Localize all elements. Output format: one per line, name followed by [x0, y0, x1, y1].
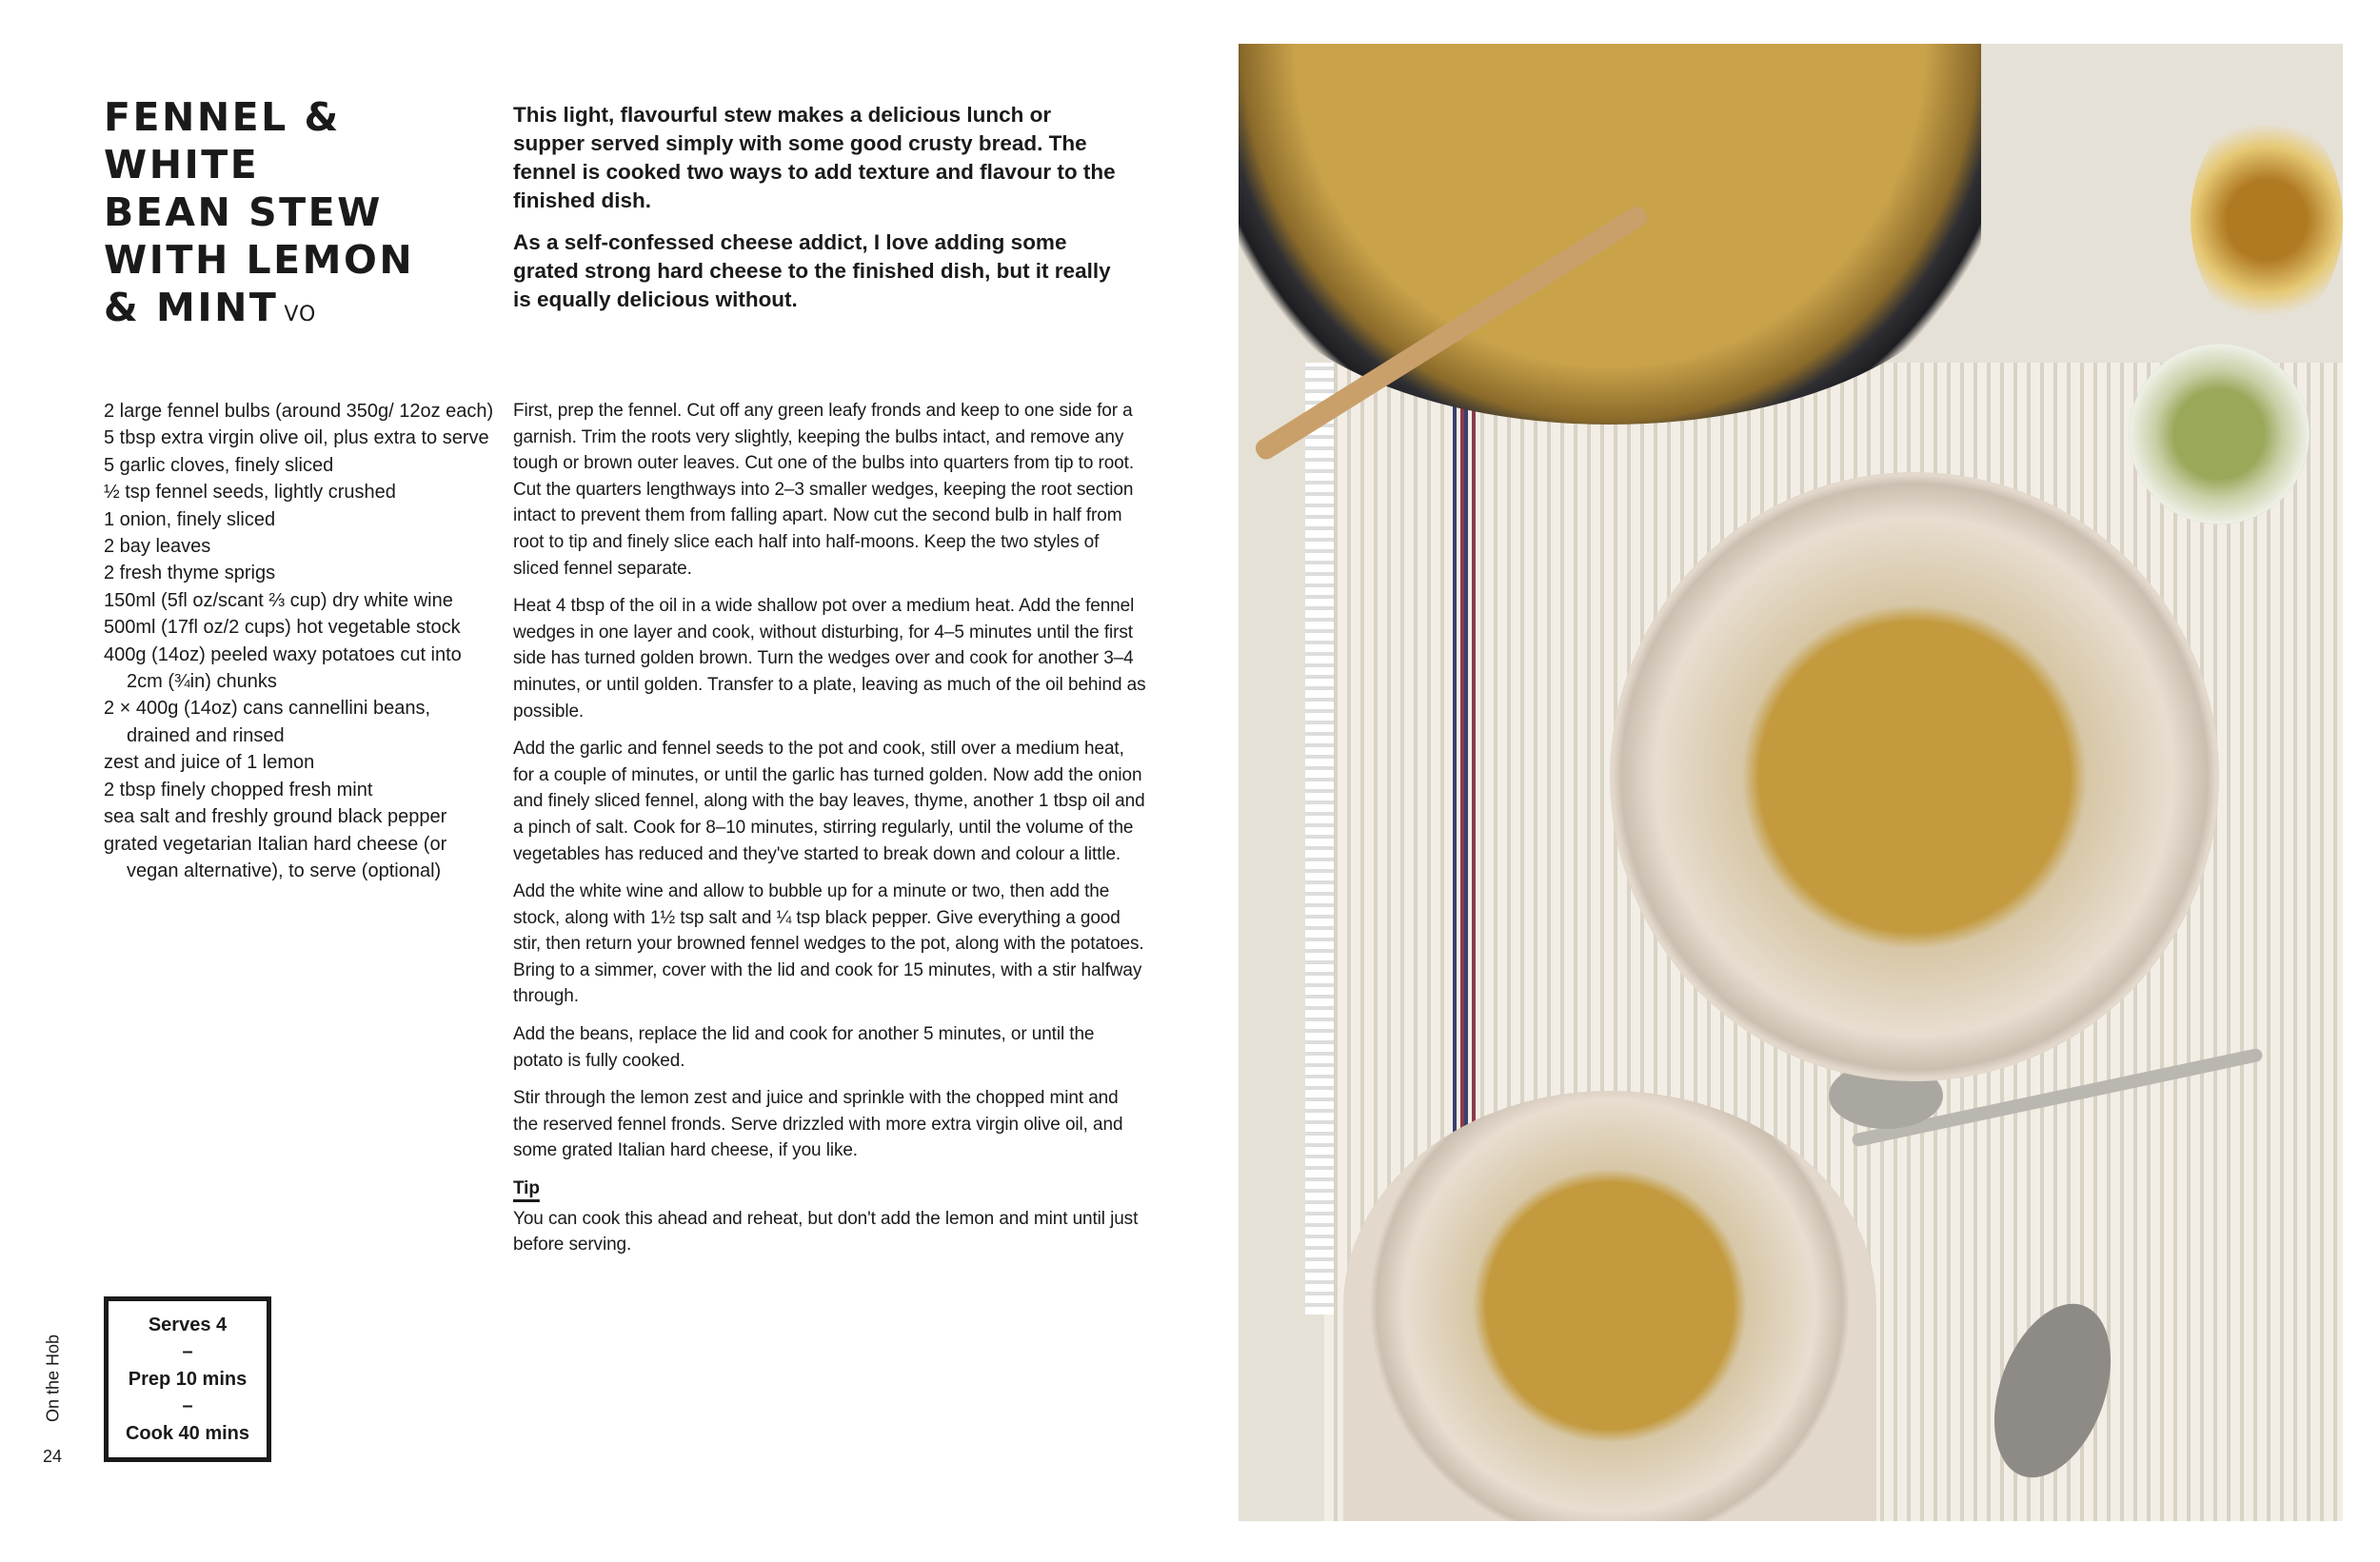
ingredient-item: sea salt and freshly ground black pepper — [104, 806, 447, 828]
ingredient-item: 2 large fennel bulbs (around 350g/ 12oz each) — [104, 401, 494, 422]
method-step: First, prep the fennel. Cut off any green leafy fronds and keep to one side for a garnish. Trim the roots very slightly, keeping the bulbs intact, and remove any tough or brown outer leaves. Cut one of the bulbs into quarters from tip to root. Cut the quarters lengthways into 2–3 smaller wedges, keeping the root section intact to prevent them from falling apart. Now cut the second bulb in half from root to tip and finely slice each half into half-moons. Keep the two styles of sliced fennel separate. — [513, 401, 1134, 579]
method-step: Add the beans, replace the lid and cook for another 5 minutes, or until the potato is fully cooked. — [513, 1024, 1095, 1071]
tip-heading: Tip — [513, 1178, 540, 1199]
ingredient-item: 2 × 400g (14oz) cans cannellini beans, drained and rinsed — [104, 698, 431, 746]
serves: Serves 4 — [148, 1314, 228, 1335]
page-number: 24 — [43, 1447, 63, 1466]
water-glass — [2129, 344, 2310, 524]
wine-glass — [2191, 110, 2343, 329]
method-step: Heat 4 tbsp of the oil in a wide shallow pot over a medium heat. Add the fennel wedges in one layer and cook, without disturbing, for 4–5 minutes until the first side has turned golden brown. Turn the wedges over and cook for another 3–4 minutes, or until golden. Transfer to a plate, leaving as much of the oil behind as possible. — [513, 596, 1146, 722]
recipe-photo — [1239, 44, 2343, 1521]
title-line: BEAN STEW — [104, 189, 383, 235]
intro-paragraph: This light, flavourful stew makes a delicious lunch or supper served simply with some good crusty bread. The fennel is cooked two ways to add texture and flavour to the finished dish. — [513, 103, 1116, 212]
recipe-info-box — [104, 1296, 271, 1462]
cook-time: Cook 40 mins — [125, 1422, 250, 1444]
intro-paragraph: As a self-confessed cheese addict, I love adding some grated strong hard cheese to the finished dish, but it really is equally delicious without. — [513, 230, 1111, 311]
title-line: WITH LEMON — [104, 237, 415, 283]
ingredients-list — [104, 398, 494, 884]
ingredient-item: 500ml (17fl oz/2 cups) hot vegetable stock — [104, 617, 461, 639]
diet-tag: VO — [284, 303, 317, 326]
separator: – — [182, 1395, 193, 1417]
ingredient-item: zest and juice of 1 lemon — [104, 752, 315, 774]
ingredient-item: 2 tbsp finely chopped fresh mint — [104, 779, 373, 801]
ingredient-item: 2 fresh thyme sprigs — [104, 563, 276, 584]
title-line — [104, 284, 504, 339]
stew-bowl — [1343, 1091, 1876, 1521]
prep-time: Prep 10 mins — [128, 1368, 248, 1390]
ingredient-item: ½ tsp fennel seeds, lightly crushed — [104, 482, 396, 504]
ingredient-item: grated vegetarian Italian hard cheese (or vegan alternative), to serve (optional) — [104, 833, 447, 881]
method — [513, 398, 1146, 1270]
ingredient-item: 150ml (5fl oz/scant ⅔ cup) dry white wine — [104, 589, 453, 611]
tip-text: You can cook this ahead and reheat, but don't add the lemon and mint until just before serving. — [513, 1208, 1139, 1256]
section-label: On the Hob — [43, 1334, 63, 1423]
method-step: Add the garlic and fennel seeds to the pot and cook, still over a medium heat, for a couple of minutes, or until the garlic has turned golden. Now add the onion and finely sliced fennel, along with the bay leaves, thyme, another 1 tbsp oil and a pinch of salt. Cook for 8–10 minutes, stirring regularly, until the volume of the vegetables has reduced and they've started to break down and colour a little. — [513, 739, 1145, 864]
method-step: Add the white wine and allow to bubble up for a minute or two, then add the stock, along with 1½ tsp salt and ¼ tsp black pepper. Give everything a good stir, then return your browned fennel wedges to the pot, along with the potatoes. Bring to a simmer, cover with the lid and cook for 15 minutes, with a stir halfway through. — [513, 881, 1144, 1007]
title-line: FENNEL & WHITE — [104, 94, 341, 188]
stew-bowl — [1610, 472, 2219, 1081]
lace-trim — [1305, 363, 1334, 1315]
method-step: Stir through the lemon zest and juice and sprinkle with the chopped mint and the reserved fennel fronds. Serve drizzled with more extra virgin olive oil, and some grated Italian hard cheese, if you like. — [513, 1088, 1123, 1161]
recipe-title — [104, 93, 504, 339]
title-line-text: & MINT — [104, 285, 279, 330]
ingredient-item: 2 bay leaves — [104, 536, 211, 558]
ingredient-item: 5 garlic cloves, finely sliced — [104, 454, 334, 476]
recipe-intro — [513, 101, 1122, 327]
separator: – — [182, 1341, 193, 1363]
ingredient-item: 400g (14oz) peeled waxy potatoes cut into 2cm (¾in) chunks — [104, 643, 462, 693]
ingredient-item: 1 onion, finely sliced — [104, 508, 276, 530]
ingredient-item: 5 tbsp extra virgin olive oil, plus extra to serve — [104, 427, 489, 449]
